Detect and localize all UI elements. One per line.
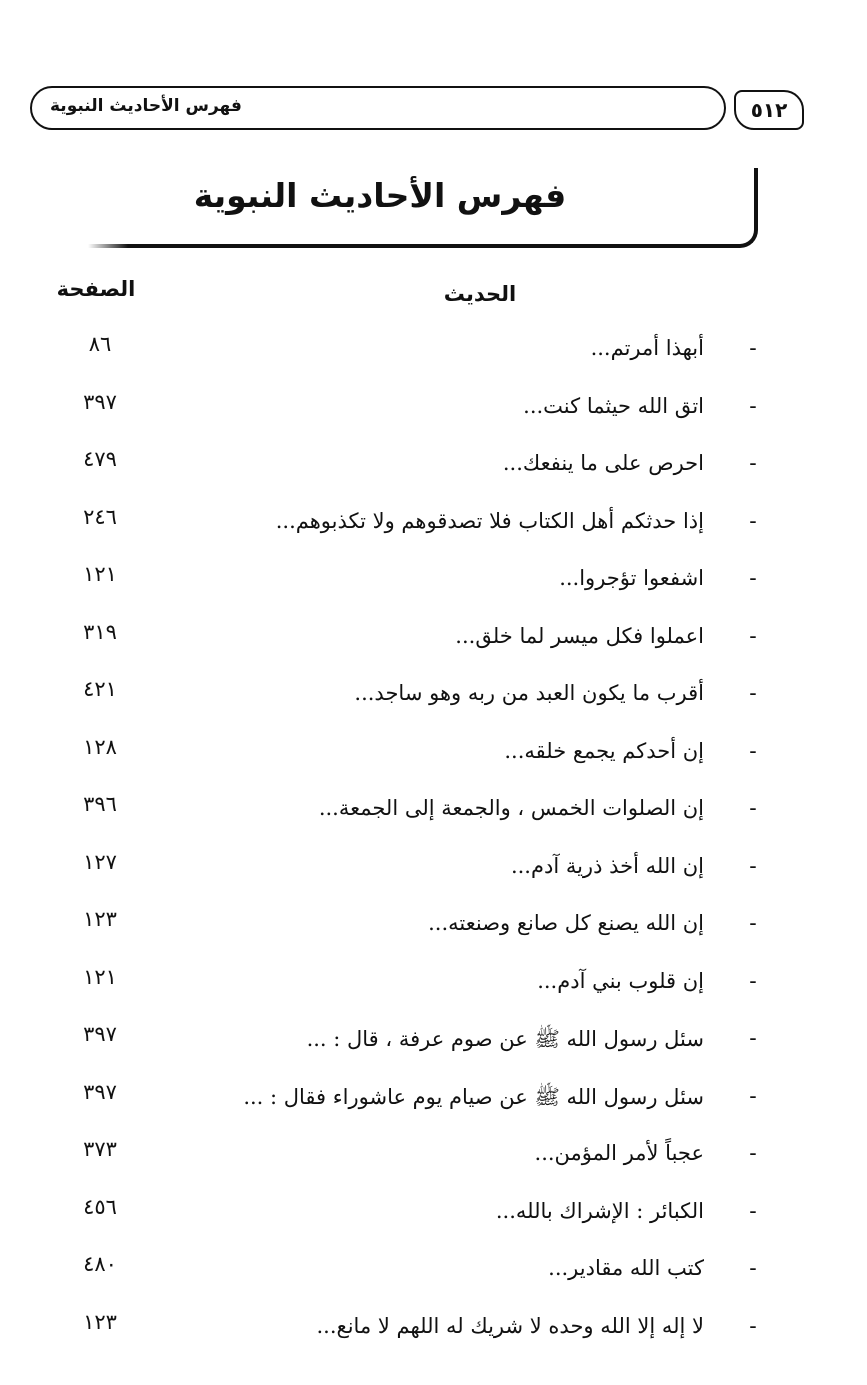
running-title-box bbox=[30, 86, 726, 130]
entry-dash: - bbox=[749, 853, 757, 879]
hadith-text: سئل رسول الله ﷺ عن صوم عرفة ، قال : ... bbox=[306, 1027, 704, 1051]
hadith-text: احرص على ما ينفعك... bbox=[502, 451, 704, 475]
hadith-text: أبهذا أمرتم... bbox=[590, 336, 704, 360]
hadith-text: سئل رسول الله ﷺ عن صيام يوم عاشوراء فقال : ... bbox=[243, 1084, 704, 1109]
hadith-text: اشفعوا تؤجروا... bbox=[559, 566, 704, 590]
list-item bbox=[40, 1189, 760, 1247]
column-header-hadith: الحديث bbox=[443, 282, 517, 306]
list-item bbox=[40, 671, 760, 729]
page-number: ٥١٢ bbox=[750, 98, 788, 122]
hadith-text: إن الله أخذ ذرية آدم... bbox=[510, 853, 704, 878]
hadith-text: إن الصلوات الخمس ، والجمعة إلى الجمعة... bbox=[318, 796, 704, 820]
hadith-text: لا إله إلا الله وحده لا شريك له اللهم لا مانع... bbox=[316, 1313, 704, 1338]
entry-dash: - bbox=[749, 681, 757, 706]
list-item bbox=[40, 1016, 760, 1074]
page-reference: ٣٧٣ bbox=[83, 1137, 117, 1161]
entry-dash: - bbox=[749, 1083, 757, 1109]
page-reference: ١٢٧ bbox=[83, 849, 117, 874]
page-reference: ٢٤٦ bbox=[83, 504, 117, 529]
page-reference: ٤٨٠ bbox=[83, 1252, 117, 1276]
page-reference: ١٢١ bbox=[83, 964, 117, 989]
page-reference: ١٢١ bbox=[83, 562, 117, 586]
page-reference: ٨٦ bbox=[88, 332, 112, 356]
list-item bbox=[40, 901, 760, 959]
hadith-text: أقرب ما يكون العبد من ربه وهو ساجد... bbox=[354, 681, 704, 705]
list-item bbox=[40, 786, 760, 844]
entry-dash: - bbox=[749, 1256, 757, 1281]
entry-dash: - bbox=[749, 393, 757, 419]
list-item bbox=[40, 959, 760, 1017]
entry-dash: - bbox=[749, 566, 757, 591]
page-reference: ٣٩٧ bbox=[83, 389, 117, 414]
list-item bbox=[40, 499, 760, 557]
page-reference: ٣٩٧ bbox=[83, 1022, 117, 1046]
hadith-text: عجباً لأمر المؤمن... bbox=[534, 1141, 704, 1165]
hadith-text: اعملوا فكل ميسر لما خلق... bbox=[455, 623, 704, 648]
entry-dash: - bbox=[749, 738, 757, 764]
hadith-index-list bbox=[40, 326, 760, 1361]
list-item bbox=[40, 729, 760, 787]
list-item bbox=[40, 1074, 760, 1132]
page-reference: ٤٧٩ bbox=[83, 447, 117, 471]
hadith-text: الكبائر : الإشراك بالله... bbox=[495, 1198, 704, 1223]
list-item bbox=[40, 441, 760, 499]
hadith-text: كتب الله مقادير... bbox=[548, 1256, 704, 1280]
page-reference: ٣١٩ bbox=[83, 619, 117, 644]
entry-dash: - bbox=[749, 508, 757, 534]
list-item bbox=[40, 1246, 760, 1304]
page-title: فهرس الأحاديث النبوية bbox=[193, 176, 567, 215]
entry-dash: - bbox=[749, 336, 757, 361]
running-title: فهرس الأحاديث النبوية bbox=[50, 96, 242, 116]
entry-dash: - bbox=[749, 451, 757, 476]
list-item bbox=[40, 384, 760, 442]
hadith-text: إن قلوب بني آدم... bbox=[537, 968, 704, 993]
entry-dash: - bbox=[749, 1198, 757, 1224]
list-item bbox=[40, 844, 760, 902]
entry-dash: - bbox=[749, 796, 757, 821]
page-reference: ٤٢١ bbox=[83, 677, 117, 701]
hadith-text: إذا حدثكم أهل الكتاب فلا تصدقوهم ولا تكذبوهم... bbox=[275, 508, 704, 533]
entry-dash: - bbox=[749, 911, 757, 936]
page-reference: ١٢٣ bbox=[83, 1309, 117, 1334]
list-item bbox=[40, 614, 760, 672]
page-reference: ١٢٣ bbox=[83, 907, 117, 931]
list-item bbox=[40, 556, 760, 614]
page-number-box bbox=[734, 90, 804, 130]
list-item bbox=[40, 1304, 760, 1362]
entry-dash: - bbox=[749, 1313, 757, 1339]
entry-dash: - bbox=[749, 623, 757, 649]
entry-dash: - bbox=[749, 1026, 757, 1051]
list-item bbox=[40, 1131, 760, 1189]
column-header-page: الصفحة bbox=[56, 277, 136, 301]
page-reference: ١٢٨ bbox=[83, 734, 117, 759]
entry-dash: - bbox=[749, 1141, 757, 1166]
running-header bbox=[30, 86, 804, 134]
hadith-text: إن الله يصنع كل صانع وصنعته... bbox=[428, 911, 704, 935]
page-reference: ٣٩٧ bbox=[83, 1079, 117, 1104]
list-item bbox=[40, 326, 760, 384]
page-reference: ٣٩٦ bbox=[83, 792, 117, 816]
page-reference: ٤٥٦ bbox=[83, 1194, 117, 1219]
entry-dash: - bbox=[749, 968, 757, 994]
hadith-text: إن أحدكم يجمع خلقه... bbox=[504, 738, 704, 763]
hadith-text: اتق الله حيثما كنت... bbox=[523, 393, 704, 418]
